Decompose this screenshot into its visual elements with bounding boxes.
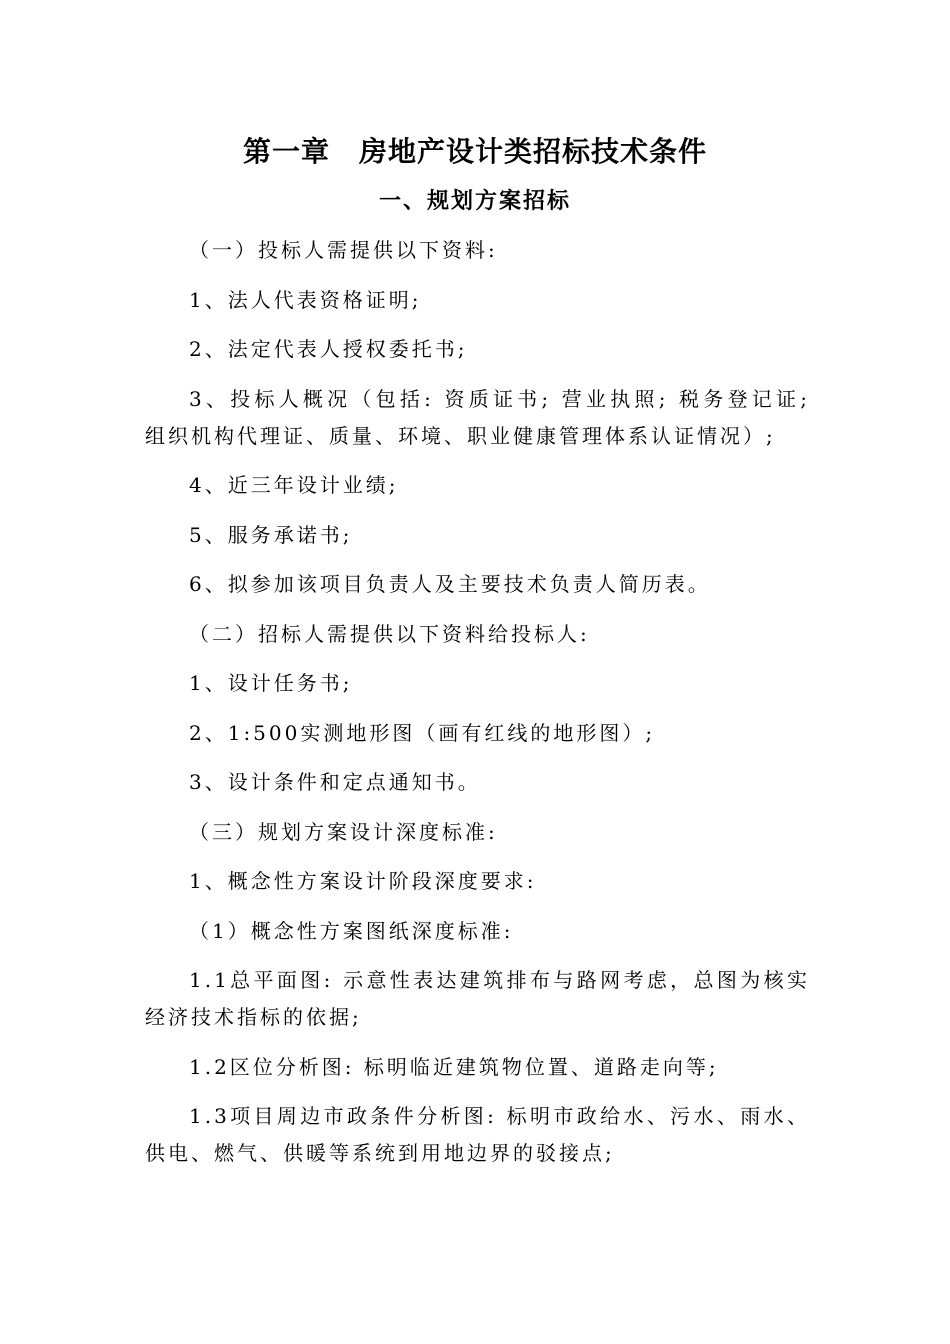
paragraph: （1）概念性方案图纸深度标准: xyxy=(189,918,514,943)
chapter-title: 第一章 房地产设计类招标技术条件 xyxy=(242,135,707,168)
section-title: 一、规划方案招标 xyxy=(378,188,571,214)
paragraph: 3、投标人概况（包括: 资质证书; 营业执照; 税务登记证; 组织机构代理证、质量、环境、职业健康管理体系认证情况）; xyxy=(145,386,810,448)
paragraph: 4、近三年设计业绩; xyxy=(189,473,399,497)
document-body xyxy=(145,232,810,1185)
paragraph: 2、法定代表人授权委托书; xyxy=(189,337,468,361)
paragraph: 1.1总平面图: 示意性表达建筑排布与路网考虑，总图为核实经济技术指标的依据; xyxy=(145,968,810,1029)
paragraph: （三）规划方案设计深度标准: xyxy=(189,819,498,844)
paragraph: 1、概念性方案设计阶段深度要求: xyxy=(189,869,537,893)
paragraph: 1.3项目周边市政条件分析图: 标明市政给水、污水、雨水、供电、燃气、供暖等系统到用地边界的驳接点; xyxy=(145,1104,810,1165)
paragraph: 1、法人代表资格证明; xyxy=(189,287,422,312)
paragraph: 2、1:500实测地形图（画有红线的地形图）; xyxy=(189,720,656,745)
paragraph: 6、拟参加该项目负责人及主要技术负责人简历表。 xyxy=(189,572,711,596)
paragraph: （二）招标人需提供以下资料给投标人: xyxy=(189,621,590,646)
paragraph: 5、服务承诺书; xyxy=(189,522,353,547)
paragraph: 1、设计任务书; xyxy=(189,671,353,695)
paragraph: （一）投标人需提供以下资料: xyxy=(189,238,498,262)
paragraph: 1.2区位分析图: 标明临近建筑物位置、道路走向等; xyxy=(189,1054,719,1079)
paragraph: 3、设计条件和定点通知书。 xyxy=(189,770,481,794)
